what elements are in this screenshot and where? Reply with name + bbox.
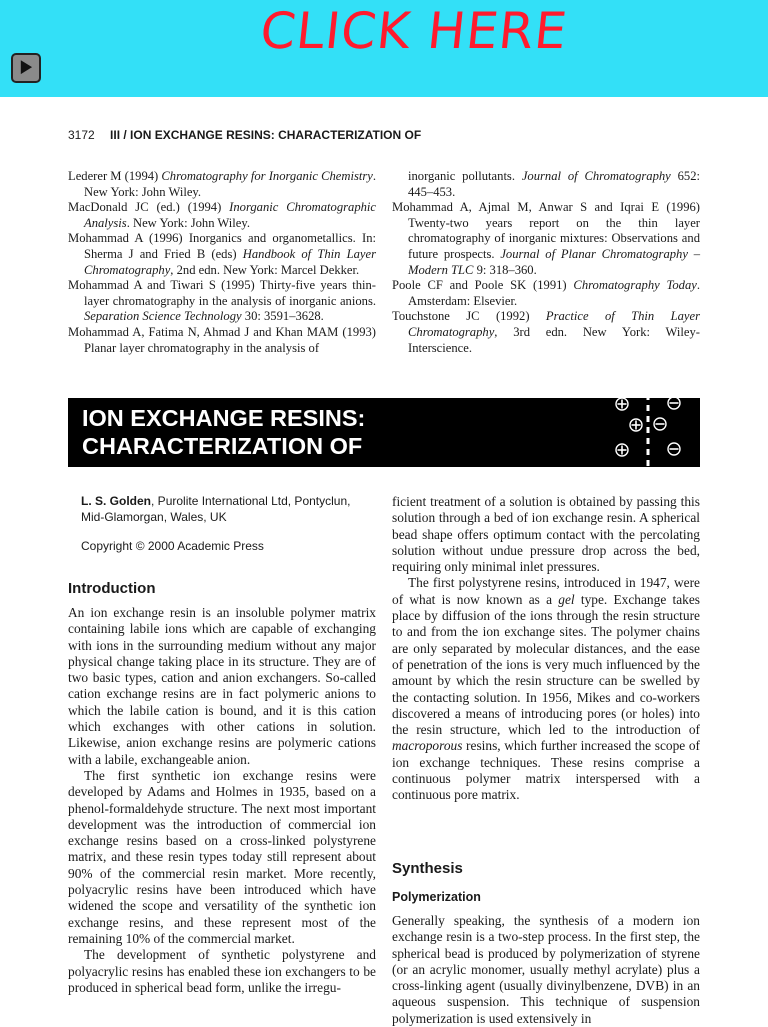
ad-banner[interactable] [0, 0, 768, 97]
reference-continuation: inorganic pollutants. Journal of Chromatography 652: 445–453. [408, 169, 700, 199]
italic-text: Journal of Chromatography [521, 169, 671, 183]
italic-text: Chromatography for Inorganic Chemistry [161, 169, 373, 183]
paragraph: The development of synthetic polystyrene and polyacrylic resins has enabled these ion exchangers to be produced in spherical bead form, unlike the irregu- [68, 947, 376, 995]
author-affiliation-line2: Mid-Glamorgan, Wales, UK [81, 510, 227, 524]
copyright: Copyright © 2000 Academic Press [81, 539, 264, 553]
references-right-column [392, 169, 700, 356]
article-title [82, 404, 365, 460]
reference-entry: MacDonald JC (ed.) (1994) Inorganic Chromatographic Analysis. New York: John Wiley. [68, 200, 376, 230]
italic-text: Chromatography Today [573, 278, 697, 293]
italic-text: Journal of Planar Chromatography – Modern TLC [408, 246, 700, 277]
reference-entry: Mohammad A and Tiwari S (1995) Thirty-five years thin-layer chromatography in the analysis of inorganic anions. Separation Science Technology 30: 3591–3628. [68, 278, 376, 324]
paragraph-continuation: ficient treatment of a solution is obtained by passing this solution through a bed of ion exchange resin. A spherical bead shape offers optimum contact with the percolating solution without undue pressure drop across the bed, requiring only minimal inlet pressures. [392, 494, 700, 575]
reference-entry: Touchstone JC (1992) Practice of Thin Layer Chromatography, 3rd edn. New York: Wiley-Interscience. [392, 309, 700, 355]
running-head [68, 128, 708, 142]
article-title-line1: ION EXCHANGE RESINS: [82, 405, 366, 431]
reference-entry: Poole CF and Poole SK (1991) Chromatography Today. Amsterdam: Elsevier. [392, 278, 700, 308]
italic-text: macroporous [392, 738, 463, 754]
reference-entry: Mohammad A, Ajmal M, Anwar S and Iqrai E (1996) Twenty-two years report on the thin layer chromatography of inorganic mixtures: Observations and future prospects. Journal of Planar Chromatography – Modern TLC 9: 318–360. [392, 200, 700, 277]
reference-entry: Mohammad A, Fatima N, Ahmad J and Khan MAM (1993) Planar layer chromatography in the analysis of [68, 324, 376, 355]
italic-text: Handbook of Thin Layer Chromatography [84, 246, 377, 277]
introduction-body [68, 605, 376, 996]
italic-text: Practice of Thin Layer Chromatography [408, 309, 700, 339]
page-number: 3172 [68, 128, 95, 142]
italic-text: Inorganic Chromatographic Analysis [84, 200, 376, 230]
synthesis-body [392, 913, 700, 1027]
article-title-line2: CHARACTERIZATION OF [82, 433, 363, 459]
heading-polymerization: Polymerization [392, 890, 481, 904]
author-line [81, 493, 381, 509]
heading-synthesis: Synthesis [392, 860, 463, 877]
references-left-column [68, 169, 376, 356]
paragraph: Generally speaking, the synthesis of a modern ion exchange resin is a two-step process. In the first step, the spherical bead is produced by polymerization of styrene (or an acrylic monomer, usually methyl acrylate) plus a cross-linking agent (usually divinylbenzene, DVB) in an aqueous suspension. This technique of suspension polymerization is used extensively in [392, 913, 700, 1026]
heading-introduction: Introduction [68, 580, 156, 597]
author-name: L. S. Golden [81, 494, 152, 508]
reference-entry: Mohammad A (1996) Inorganics and organometallics. In: Sherma J and Fried B (eds) Handbook of Thin Layer Chromatography, 2nd edn. New York: Marcel Dekker. [68, 231, 377, 277]
right-column-body [392, 494, 700, 804]
paragraph: The first synthetic ion exchange resins were developed by Adams and Holmes in 1935, based on a phenol-formaldehyde structure. The next most important development was the introduction of commercial ion exchange resins based on a cross-linked polystyrene matrix, and these resin types today still represent about 90% of the commercial resin market. More recently, polyacrylic resins have been introduced which have widened the scope and versatility of the synthetic ion exchange resins, and these represent most of the remaining 10% of the commercial market. [68, 767, 376, 946]
running-head-title: III / ION EXCHANGE RESINS: CHARACTERIZATION OF [110, 128, 422, 142]
click-here-link[interactable]: CLICK HERE [257, 2, 571, 60]
italic-text: Separation Science Technology [84, 309, 242, 324]
ion-exchange-icon [608, 398, 700, 467]
reference-entry: Lederer M (1994) Chromatography for Inorganic Chemistry. New York: John Wiley. [68, 169, 376, 199]
author-block [81, 493, 381, 554]
paragraph: The first polystyrene resins, introduced in 1947, were of what is now known as a gel type. Exchange takes place by diffusion of the ions through the resin structure to and from the ion exchange sites. The polymer chains are only separated by molecular distances, and the ease of penetration of the ions is very much influenced by the amount by which the resin structure can be swelled by the contacting solution. In 1956, Mikes and co-workers discovered a means of introducing pores (or holes) into the resin structure, which led to the introduction of macroporous resins, which further increased the scope of ion exchange techniques. These resins comprise a continuous polymer matrix interspersed with a continuous pore matrix. [392, 575, 700, 803]
author-affiliation: , Purolite International Ltd, Pontyclun, [151, 494, 351, 508]
article-title-banner [68, 398, 700, 467]
italic-text: gel [558, 591, 575, 607]
paragraph: An ion exchange resin is an insoluble polymer matrix containing labile ions which are capable of exchanging with ions in the surrounding medium without any major physical change taking place in its structure. They are of two basic types, cation and anion exchangers. So-called cation exchange resins are in fact polymeric anions to which the labile cation is bound, and it is this cation which exchanges with other cations in solution. Likewise, anion exchange resins are polymeric cations with a labile, exchangeable anion. [68, 605, 376, 767]
